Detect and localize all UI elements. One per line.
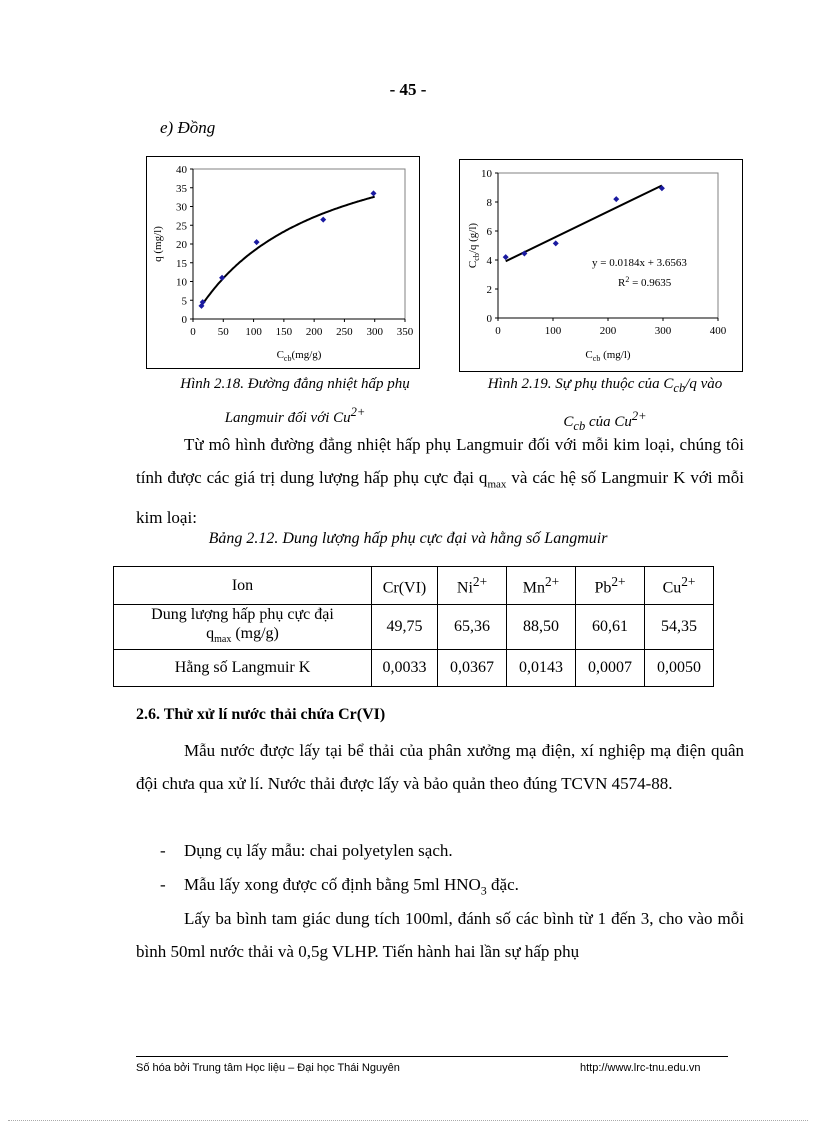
x-tick-label: 350 <box>396 326 414 338</box>
list-item <box>160 841 720 865</box>
y-tick-label: 0 <box>181 314 187 326</box>
footer-divider <box>136 1056 728 1057</box>
header-ion: Ion <box>114 567 372 605</box>
col-sup: 2+ <box>545 573 560 589</box>
table-cell: 0,0367 <box>438 650 507 687</box>
chart-linear-langmuir <box>459 159 743 372</box>
para1-text-a: Từ mô hình đường đẳng nhiệt hấp phụ Langmuir đối với mỗi kim loại, chúng tôi tính được các giá trị dung lượng hấp phụ cực đại q <box>136 435 744 487</box>
data-point <box>553 240 559 246</box>
caption-2-18-sup: 2+ <box>350 405 366 419</box>
table-caption: Bảng 2.12. Dung lượng hấp phụ cực đại và hằng số Langmuir <box>208 530 608 547</box>
row1-label-line1: Dung lượng hấp phụ cực đại <box>151 606 334 623</box>
x-tick-label: 200 <box>599 325 617 337</box>
x-tick-label: 0 <box>190 326 196 338</box>
page-bottom-divider <box>8 1120 808 1121</box>
caption-2-18-text: Langmuir đối với Cu <box>224 410 351 426</box>
bullet2-sub: 3 <box>480 883 487 898</box>
data-point <box>219 275 225 281</box>
bullet2-text-a: Mẫu lấy xong được cố định bằng 5ml HNO <box>184 875 481 894</box>
paragraph-sample: Mẫu nước được lấy tại bể thải của phân xưởng mạ điện, xí nghiệp mạ điện quân đội chưa qua xử lí. Nước thải được lấy và bảo quản theo đúng TCVN 4574-88. <box>136 741 744 793</box>
x-axis-label <box>585 349 630 363</box>
table-langmuir-constants <box>113 566 714 687</box>
x-axis-label-sub: cb <box>283 354 292 363</box>
row1-label-line2 <box>118 624 367 649</box>
x-tick-label: 200 <box>305 326 323 338</box>
caption-2-19-line1 <box>440 370 770 402</box>
data-point <box>371 190 377 196</box>
plot-area <box>498 173 718 318</box>
r-squared-prefix: R <box>618 277 626 289</box>
col-base: Cr(VI) <box>382 579 427 597</box>
x-tick-label: 150 <box>275 326 293 338</box>
table-header-row <box>114 567 714 605</box>
x-axis-label-main: C <box>585 349 593 361</box>
col-sup: 2+ <box>472 573 488 589</box>
data-point <box>613 196 619 202</box>
y-tick-label: 4 <box>486 255 492 267</box>
paragraph-procedure: Lấy ba bình tam giác dung tích 100ml, đánh số các bình từ 1 đến 3, cho vào mỗi bình 50ml nước thải và 0,5g VLHP. Tiến hành hai lần sự hấp phụ <box>136 909 744 961</box>
table-cell: 88,50 <box>507 605 576 650</box>
x-axis-label-main: C <box>276 349 284 361</box>
table-cell: 0,0050 <box>645 650 714 687</box>
x-axis-label-unit: (mg/g) <box>291 349 322 361</box>
header-col <box>372 567 438 605</box>
y-axis-label <box>467 223 481 268</box>
x-tick-label: 0 <box>495 325 501 337</box>
y-tick-label: 0 <box>486 313 492 325</box>
table-cell: 54,35 <box>645 605 714 650</box>
row-label <box>114 605 372 650</box>
page-number: - 45 - <box>389 80 427 99</box>
x-tick-label: 100 <box>245 326 262 338</box>
y-tick-label: 25 <box>176 220 187 233</box>
list-item <box>160 875 720 899</box>
para1-text-b: và các hệ số Langmuir K với mỗi kim loại: <box>136 468 744 528</box>
footer-url[interactable]: http://www.lrc-tnu.edu.vn <box>580 1062 701 1074</box>
header-col <box>507 567 576 605</box>
y-tick-label: 20 <box>176 239 187 251</box>
header-col <box>438 567 507 605</box>
table-row <box>114 605 714 650</box>
row1-label-unit: (mg/g) <box>231 625 279 642</box>
y-tick-label: 2 <box>486 284 492 296</box>
caption-2-18-line2 <box>130 398 460 432</box>
row1-label-sub: max <box>214 634 232 646</box>
col-base: Mn <box>522 579 546 597</box>
caption-2-19-sup2: 2+ <box>631 409 647 423</box>
fit-line <box>506 185 662 261</box>
table-row <box>114 650 714 687</box>
y-tick-label: 30 <box>176 201 187 214</box>
table-cell: 0,0143 <box>507 650 576 687</box>
table-cell: 0,0033 <box>372 650 438 687</box>
chart2-svg <box>460 160 742 371</box>
x-tick-label: 300 <box>366 326 383 338</box>
x-tick-label: 400 <box>709 325 727 337</box>
caption-2-19-text1: Hình 2.19. Sự phụ thuộc của C <box>487 376 674 392</box>
x-tick-label: 250 <box>336 326 353 338</box>
y-tick-label: 8 <box>486 197 492 209</box>
y-tick-label: 5 <box>181 295 187 308</box>
footer-source: Số hóa bởi Trung tâm Học liệu – Đại học Thái Nguyên <box>136 1062 400 1074</box>
chart1-svg <box>147 157 419 368</box>
bullet2-text-b: đặc. <box>486 875 519 894</box>
header-col <box>645 567 714 605</box>
caption-2-19-end1: /q vào <box>685 376 723 392</box>
paragraph-results <box>136 428 744 534</box>
caption-2-19-mid2: của Cu <box>585 414 632 430</box>
y-tick-label: 35 <box>176 182 187 195</box>
table-cell: 65,36 <box>438 605 507 650</box>
r-squared-sup: 2 <box>625 275 630 284</box>
caption-2-19-sub1: cb <box>673 381 686 395</box>
y-tick-label: 15 <box>176 257 187 270</box>
table-cell: 0,0007 <box>576 650 645 687</box>
caption-2-18-line1: Hình 2.18. Đường đẳng nhiệt hấp phụ <box>180 376 410 392</box>
section-heading: 2.6. Thử xử lí nước thải chứa Cr(VI) <box>136 706 386 723</box>
bullet-dash: - <box>160 875 166 894</box>
r-squared-value: = 0.9635 <box>629 277 672 289</box>
col-base: Pb <box>594 579 612 597</box>
data-point <box>254 239 260 245</box>
table-cell: 60,61 <box>576 605 645 650</box>
data-point <box>320 217 326 223</box>
caption-2-19-sub2: cb <box>573 419 586 433</box>
col-sup: 2+ <box>681 573 696 589</box>
table-cell: 49,75 <box>372 605 438 650</box>
x-axis-label-unit: (mg/l) <box>600 349 631 361</box>
chart-langmuir-isotherm <box>146 156 420 369</box>
subsection-heading: e) Đồng <box>160 118 216 137</box>
x-tick-label: 100 <box>544 325 562 337</box>
y-tick-label: 6 <box>486 226 492 238</box>
y-tick-label: 40 <box>176 164 187 176</box>
y-axis-label-sub: cb <box>472 253 481 261</box>
fit-line <box>202 197 375 306</box>
col-sup: 2+ <box>611 573 626 589</box>
figure-caption-2-18 <box>130 370 460 432</box>
regression-equation: y = 0.0184x + 3.6563 <box>592 257 687 269</box>
r-squared <box>618 275 672 289</box>
y-tick-label: 10 <box>176 276 187 289</box>
col-base: Ni <box>456 579 473 597</box>
bullet-text <box>184 875 519 898</box>
y-axis-label-main: C <box>467 260 479 269</box>
y-tick-label: 10 <box>481 168 492 180</box>
x-axis-label <box>277 349 322 363</box>
x-axis-label-sub: cb <box>592 354 601 363</box>
col-base: Cu <box>662 579 682 597</box>
bullet-text: Dụng cụ lấy mẫu: chai polyetylen sạch. <box>184 841 453 860</box>
row1-label-q: q <box>206 625 215 642</box>
y-axis-label: q (mg/l) <box>152 226 164 262</box>
caption-2-19-text2: C <box>563 414 574 430</box>
y-axis-label-unit: /q (g/l) <box>467 222 479 254</box>
para1-sub: max <box>487 478 507 491</box>
row-label: Hằng số Langmuir K <box>114 650 372 687</box>
x-tick-label: 50 <box>217 326 229 338</box>
header-col <box>576 567 645 605</box>
bullet-dash: - <box>160 841 166 860</box>
x-tick-label: 300 <box>654 325 672 337</box>
